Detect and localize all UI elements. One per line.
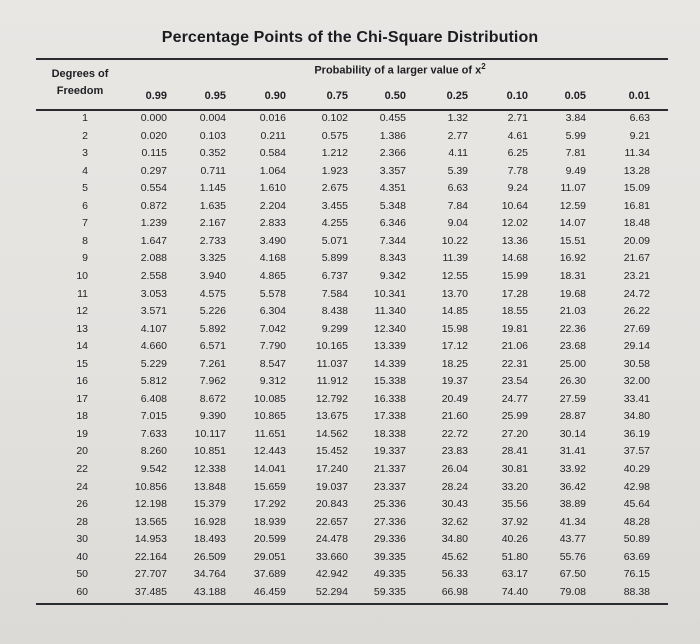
table-cell: 79.08 — [559, 585, 586, 598]
table-cell: 23.54 — [501, 375, 528, 388]
table-cell: 13.36 — [501, 234, 528, 247]
table-cell: 6.737 — [321, 269, 348, 282]
table-cell: 22.31 — [501, 357, 528, 370]
table-cell: 33.660 — [315, 550, 348, 563]
table-cell: 20.09 — [623, 234, 650, 247]
table-cell: 15.99 — [501, 269, 528, 282]
table-cell: 14.68 — [501, 252, 528, 265]
table-cell: 37.485 — [134, 585, 167, 598]
table-cell: 25.99 — [501, 410, 528, 423]
table-cell: 13.565 — [134, 515, 167, 528]
table-cell: 12.443 — [253, 445, 286, 458]
table-cell: 1.635 — [199, 199, 226, 212]
table-cell: 7.790 — [259, 340, 286, 353]
table-cell: 20.49 — [441, 392, 468, 405]
table-cell: 9.21 — [629, 129, 650, 142]
table-cell: 0.000 — [140, 112, 167, 124]
table-cell: 1.610 — [259, 182, 286, 195]
table-cell: 29.14 — [623, 340, 650, 353]
degrees-of-freedom-cell: 6 — [82, 199, 88, 212]
table-cell: 18.939 — [253, 515, 286, 528]
table-cell: 29.051 — [253, 550, 286, 563]
table-cell: 21.03 — [559, 305, 586, 318]
table-cell: 0.115 — [141, 147, 167, 160]
table-cell: 8.672 — [199, 392, 226, 405]
table-cell: 4.168 — [259, 252, 286, 265]
table-cell: 34.80 — [623, 410, 650, 423]
table-cell: 6.571 — [199, 340, 226, 353]
table-cell: 43.188 — [193, 585, 226, 598]
table-cell: 0.575 — [321, 129, 348, 142]
table-cell: 46.459 — [253, 585, 286, 598]
table-cell: 23.83 — [441, 445, 468, 458]
table-cell: 8.438 — [321, 305, 348, 318]
table-cell: 7.015 — [140, 410, 167, 423]
table-cell: 3.455 — [321, 199, 348, 212]
table-cell: 8.343 — [379, 252, 406, 265]
table-cell: 15.659 — [253, 480, 286, 493]
table-cell: 36.42 — [559, 480, 586, 493]
table-cell: 1.239 — [140, 217, 167, 230]
table-cell: 18.493 — [193, 533, 226, 546]
table-cell: 29.336 — [373, 533, 406, 546]
table-cell: 10.64 — [501, 199, 528, 212]
table-cell: 0.455 — [379, 112, 406, 124]
table-cell: 15.379 — [193, 498, 226, 511]
table-cell: 6.63 — [629, 112, 650, 124]
table-cell: 27.20 — [501, 427, 528, 440]
degrees-of-freedom-cell: 22 — [76, 463, 88, 475]
table-cell: 24.72 — [623, 287, 650, 300]
table-cell: 24.77 — [501, 392, 528, 405]
table-cell: 10.117 — [194, 427, 226, 440]
table-cell: 63.17 — [501, 568, 528, 581]
table-cell: 18.31 — [559, 269, 586, 282]
table-cell: 0.872 — [140, 199, 167, 212]
table-cell: 10.165 — [315, 340, 348, 353]
degrees-of-freedom-cell: 60 — [76, 585, 88, 598]
table-cell: 45.64 — [623, 498, 650, 511]
table-cell: 21.60 — [441, 410, 468, 423]
table-cell: 15.09 — [623, 182, 650, 195]
table-cell: 2.71 — [507, 112, 528, 124]
table-cell: 2.833 — [259, 217, 286, 230]
table-cell: 5.812 — [140, 375, 167, 388]
table-cell: 48.28 — [623, 515, 650, 528]
table-cell: 0.103 — [199, 129, 226, 142]
table-cell: 5.071 — [321, 234, 348, 247]
degrees-of-freedom-cell: 26 — [76, 498, 88, 511]
table-cell: 4.865 — [259, 269, 286, 282]
degrees-of-freedom-cell: 30 — [76, 533, 88, 546]
table-cell: 10.085 — [253, 392, 286, 405]
table-cell: 23.21 — [623, 269, 650, 282]
table-cell: 19.037 — [315, 480, 348, 493]
table-cell: 27.59 — [559, 392, 586, 405]
page-title: Percentage Points of the Chi-Square Distribution — [161, 29, 539, 46]
table-cell: 9.49 — [565, 164, 586, 177]
table-cell: 33.20 — [501, 480, 528, 493]
degrees-of-freedom-cell: 50 — [76, 568, 88, 581]
table-cell: 15.452 — [315, 445, 348, 458]
table-cell: 9.542 — [140, 463, 167, 475]
degrees-of-freedom-cell: 2 — [82, 129, 88, 142]
table-cell: 31.41 — [559, 445, 586, 458]
degrees-of-freedom-cell: 24 — [76, 480, 88, 493]
table-cell: 7.84 — [447, 199, 468, 212]
table-cell: 4.61 — [507, 129, 528, 142]
table-cell: 28.41 — [501, 445, 528, 458]
degrees-of-freedom-cell: 40 — [76, 550, 88, 563]
table-cell: 25.00 — [559, 357, 586, 370]
bottom-rule — [36, 603, 668, 605]
degrees-of-freedom-cell: 15 — [76, 357, 88, 370]
table-cell: 0.711 — [200, 164, 226, 177]
column-header: 0.01 — [628, 90, 650, 102]
table-cell: 30.43 — [441, 498, 468, 511]
table-cell: 11.39 — [442, 252, 468, 265]
table-cell: 10.856 — [134, 480, 167, 493]
degrees-of-freedom-cell: 7 — [82, 217, 88, 230]
table-cell: 1.064 — [259, 164, 286, 177]
column-header: 0.95 — [204, 90, 226, 102]
table-cell: 1.923 — [321, 164, 348, 177]
table-cell: 12.59 — [559, 199, 586, 212]
table-cell: 34.764 — [193, 568, 226, 581]
table-cell: 3.84 — [565, 112, 586, 124]
table-cell: 6.304 — [259, 305, 286, 318]
table-cell: 10.22 — [441, 234, 468, 247]
table-cell: 14.85 — [441, 305, 468, 318]
table-cell: 52.294 — [315, 585, 348, 598]
table-cell: 7.962 — [199, 375, 226, 388]
table-cell: 76.15 — [623, 568, 650, 581]
table-cell: 13.70 — [441, 287, 468, 300]
table-cell: 63.69 — [623, 550, 650, 563]
table-cell: 12.55 — [441, 269, 468, 282]
table-cell: 7.78 — [507, 164, 528, 177]
table-cell: 2.204 — [259, 199, 286, 212]
table-cell: 19.37 — [441, 375, 468, 388]
table-cell: 9.24 — [507, 182, 528, 195]
table-cell: 23.68 — [559, 340, 586, 353]
table-cell: 14.953 — [134, 533, 167, 546]
table-cell: 10.851 — [193, 445, 226, 458]
table-cell: 4.660 — [140, 340, 167, 353]
table-cell: 67.50 — [559, 568, 586, 581]
table-cell: 3.490 — [259, 234, 286, 247]
table-cell: 9.299 — [321, 322, 348, 335]
table-cell: 39.335 — [373, 550, 406, 563]
degrees-of-freedom-cell: 4 — [82, 164, 88, 177]
probability-header-superscript: 2 — [481, 62, 486, 71]
table-cell: 15.338 — [373, 375, 406, 388]
table-cell: 1.647 — [140, 234, 167, 247]
probability-header-text: Probability of a larger value of x — [314, 64, 482, 77]
table-cell: 27.69 — [623, 322, 650, 335]
table-cell: 66.98 — [441, 585, 468, 598]
table-cell: 30.14 — [559, 427, 586, 440]
table-cell: 19.81 — [501, 322, 528, 335]
table-cell: 2.733 — [199, 234, 226, 247]
table-cell: 22.72 — [441, 427, 468, 440]
table-cell: 13.675 — [315, 410, 348, 423]
table-cell: 0.297 — [140, 164, 167, 177]
table-cell: 13.339 — [373, 340, 406, 353]
degrees-of-freedom-cell: 1 — [82, 112, 88, 124]
table-cell: 13.848 — [193, 480, 226, 493]
table-cell: 42.98 — [623, 480, 650, 493]
table-cell: 26.22 — [623, 305, 650, 318]
degrees-of-freedom-cell: 9 — [82, 252, 88, 265]
table-cell: 7.344 — [379, 234, 406, 247]
table-cell: 59.335 — [373, 585, 406, 598]
table-cell: 2.675 — [321, 182, 348, 195]
table-cell: 21.06 — [501, 340, 528, 353]
table-cell: 5.99 — [565, 129, 586, 142]
table-cell: 3.571 — [140, 305, 167, 318]
table-cell: 17.292 — [253, 498, 286, 511]
table-cell: 20.599 — [253, 533, 286, 546]
table-cell: 2.558 — [140, 269, 167, 282]
table-cell: 24.478 — [315, 533, 348, 546]
table-cell: 0.102 — [321, 112, 348, 124]
table-cell: 16.81 — [623, 199, 650, 212]
table-cell: 23.337 — [373, 480, 406, 493]
table-cell: 21.67 — [623, 252, 650, 265]
table-cell: 18.55 — [501, 305, 528, 318]
table-cell: 6.346 — [379, 217, 406, 230]
degrees-of-freedom-cell: 16 — [76, 375, 88, 388]
degrees-of-freedom-cell: 28 — [76, 515, 88, 528]
column-header: 0.25 — [446, 90, 468, 102]
column-header: 0.75 — [326, 90, 348, 102]
table-cell: 5.899 — [321, 252, 348, 265]
degrees-of-freedom-cell: 17 — [76, 392, 88, 405]
table-cell: 32.00 — [623, 375, 650, 388]
table-cell: 49.335 — [373, 568, 406, 581]
table-cell: 14.041 — [253, 463, 286, 475]
table-cell: 35.56 — [501, 498, 528, 511]
column-header: 0.50 — [384, 90, 406, 102]
table-cell: 0.554 — [140, 182, 167, 195]
dof-header-line-2: Freedom — [56, 85, 104, 97]
column-header: 0.90 — [264, 90, 286, 102]
table-cell: 19.68 — [559, 287, 586, 300]
table-cell: 2.088 — [140, 252, 167, 265]
table-cell: 26.30 — [559, 375, 586, 388]
top-rule — [36, 58, 668, 60]
table-cell: 40.26 — [501, 533, 528, 546]
table-cell: 1.145 — [199, 182, 226, 195]
table-cell: 9.312 — [259, 375, 286, 388]
table-cell: 8.547 — [259, 357, 286, 370]
table-cell: 26.509 — [193, 550, 226, 563]
table-cell: 4.351 — [379, 182, 406, 195]
table-cell: 12.792 — [315, 392, 348, 405]
table-cell: 0.211 — [260, 129, 286, 142]
table-cell: 37.57 — [623, 445, 650, 458]
degrees-of-freedom-cell: 13 — [76, 322, 88, 335]
degrees-of-freedom-cell: 14 — [76, 340, 88, 353]
table-cell: 41.34 — [559, 515, 586, 528]
table-cell: 3.357 — [379, 164, 406, 177]
table-cell: 11.912 — [316, 375, 348, 388]
table-cell: 7.261 — [199, 357, 226, 370]
table-cell: 10.341 — [373, 287, 406, 300]
degrees-of-freedom-cell: 10 — [76, 269, 88, 282]
table-cell: 37.92 — [501, 515, 528, 528]
degrees-of-freedom-cell: 3 — [82, 147, 88, 160]
table-cell: 38.89 — [559, 498, 586, 511]
table-cell: 0.352 — [199, 147, 226, 160]
table-cell: 18.48 — [623, 217, 650, 230]
table-cell: 2.366 — [379, 147, 406, 160]
table-cell: 11.340 — [374, 305, 406, 318]
table-cell: 30.81 — [501, 463, 528, 475]
table-cell: 18.25 — [441, 357, 468, 370]
table-cell: 4.255 — [321, 217, 348, 230]
table-cell: 20.843 — [315, 498, 348, 511]
table-cell: 2.167 — [199, 217, 226, 230]
degrees-of-freedom-cell: 12 — [76, 305, 88, 318]
table-cell: 27.336 — [373, 515, 406, 528]
table-cell: 51.80 — [501, 550, 528, 563]
table-cell: 40.29 — [623, 463, 650, 475]
table-cell: 9.342 — [379, 269, 406, 282]
table-cell: 5.348 — [379, 199, 406, 212]
header-rule — [36, 109, 668, 111]
table-cell: 26.04 — [441, 463, 468, 475]
column-header: 0.10 — [506, 90, 528, 102]
table-cell: 17.12 — [441, 340, 468, 353]
table-cell: 55.76 — [559, 550, 586, 563]
table-cell: 32.62 — [441, 515, 468, 528]
table-cell: 56.33 — [441, 568, 468, 581]
table-cell: 28.87 — [559, 410, 586, 423]
table-cell: 7.81 — [565, 147, 586, 160]
table-cell: 5.578 — [259, 287, 286, 300]
table-cell: 12.338 — [193, 463, 226, 475]
table-cell: 25.336 — [373, 498, 406, 511]
degrees-of-freedom-cell: 18 — [76, 410, 88, 423]
table-cell: 5.892 — [199, 322, 226, 335]
table-cell: 0.004 — [199, 112, 226, 124]
table-cell: 27.707 — [134, 568, 167, 581]
table-cell: 4.107 — [140, 322, 167, 335]
table-cell: 8.260 — [140, 445, 167, 458]
table-cell: 11.34 — [624, 147, 650, 160]
degrees-of-freedom-cell: 5 — [82, 182, 88, 195]
table-cell: 17.338 — [373, 410, 406, 423]
table-cell: 50.89 — [623, 533, 650, 546]
table-cell: 17.240 — [315, 463, 348, 475]
table-cell: 1.32 — [447, 112, 468, 124]
table-cell: 30.58 — [623, 357, 650, 370]
column-header: 0.05 — [564, 90, 586, 102]
table-cell: 1.386 — [379, 129, 406, 142]
table-cell: 11.07 — [560, 182, 586, 195]
table-cell: 5.226 — [199, 305, 226, 318]
table-cell: 7.042 — [259, 322, 286, 335]
table-cell: 16.928 — [193, 515, 226, 528]
table-cell: 4.575 — [199, 287, 226, 300]
table-cell: 5.39 — [447, 164, 468, 177]
degrees-of-freedom-cell: 11 — [77, 287, 88, 300]
table-cell: 16.92 — [559, 252, 586, 265]
table-cell: 43.77 — [559, 533, 586, 546]
degrees-of-freedom-cell: 20 — [76, 445, 88, 458]
table-cell: 88.38 — [623, 585, 650, 598]
table-cell: 10.865 — [253, 410, 286, 423]
table-cell: 21.337 — [373, 463, 406, 475]
table-cell: 33.92 — [559, 463, 586, 475]
table-cell: 3.325 — [199, 252, 226, 265]
table-cell: 37.689 — [253, 568, 286, 581]
table-cell: 15.51 — [559, 234, 586, 247]
table-cell: 5.229 — [140, 357, 167, 370]
table-cell: 9.04 — [447, 217, 468, 230]
table-cell: 4.11 — [448, 147, 468, 160]
table-cell: 14.07 — [559, 217, 586, 230]
table-cell: 14.339 — [373, 357, 406, 370]
table-cell: 45.62 — [441, 550, 468, 563]
table-cell: 74.40 — [501, 585, 528, 598]
table-cell: 17.28 — [501, 287, 528, 300]
table-cell: 13.28 — [623, 164, 650, 177]
table-cell: 9.390 — [199, 410, 226, 423]
table-cell: 42.942 — [315, 568, 348, 581]
table-cell: 3.940 — [199, 269, 226, 282]
degrees-of-freedom-cell: 8 — [82, 234, 88, 247]
table-cell: 28.24 — [441, 480, 468, 493]
table-cell: 3.053 — [140, 287, 167, 300]
table-cell: 0.020 — [140, 129, 167, 142]
table-cell: 0.584 — [259, 147, 286, 160]
table-cell: 12.02 — [501, 217, 528, 230]
table-cell: 6.25 — [507, 147, 528, 160]
table-cell: 1.212 — [321, 147, 348, 160]
column-header: 0.99 — [145, 90, 167, 102]
table-cell: 14.562 — [315, 427, 348, 440]
table-cell: 33.41 — [623, 392, 650, 405]
table-cell: 34.80 — [441, 533, 468, 546]
table-cell: 2.77 — [447, 129, 468, 142]
table-cell: 22.36 — [559, 322, 586, 335]
table-cell: 12.340 — [373, 322, 406, 335]
table-cell: 6.408 — [140, 392, 167, 405]
table-cell: 7.633 — [140, 427, 167, 440]
table-cell: 11.651 — [254, 427, 286, 440]
table-cell: 19.337 — [373, 445, 406, 458]
dof-header-line-1: Degrees of — [51, 68, 109, 80]
table-cell: 15.98 — [441, 322, 468, 335]
table-cell: 16.338 — [373, 392, 406, 405]
table-cell: 22.164 — [134, 550, 167, 563]
table-cell: 7.584 — [321, 287, 348, 300]
probability-header — [300, 62, 500, 77]
table-cell: 0.016 — [259, 112, 286, 124]
table-cell: 12.198 — [134, 498, 167, 511]
degrees-of-freedom-cell: 19 — [76, 427, 88, 440]
table-cell: 36.19 — [623, 427, 650, 440]
table-cell: 22.657 — [315, 515, 348, 528]
table-cell: 18.338 — [373, 427, 406, 440]
table-cell: 11.037 — [316, 357, 348, 370]
table-cell: 6.63 — [447, 182, 468, 195]
